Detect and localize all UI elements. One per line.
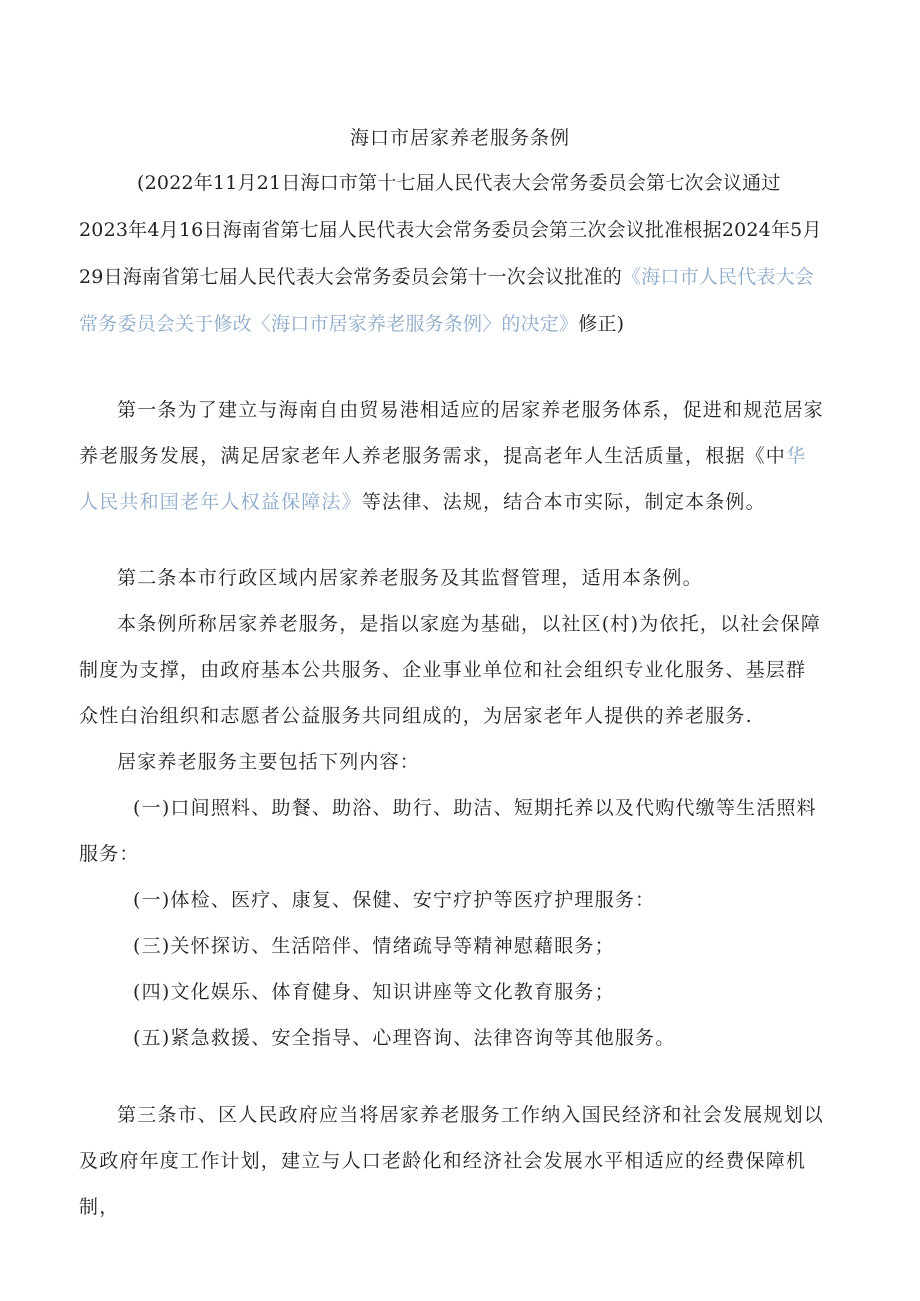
- list-item: (三)关怀探访、生活陪伴、情绪疏导等精神慰藉眼务；: [133, 935, 615, 957]
- article-2-content-intro: 居家养老服务主要包括下列内容：: [117, 751, 421, 773]
- article-2-definition: 本条例所称居家养老服务，是指以家庭为基础，以社区(村)为依托，以社会保障制度为支撑，由政府基本公共服务、企业事业单位和社会组织专业化服务、基层群众性白治组织和志愿者公益服务共同组成的，为居家老年人提供的养老服务.: [79, 613, 822, 727]
- list-item: (一)体检、医疗、康复、保健、安宁疗护等医疗护理服务：: [133, 889, 656, 911]
- document-subtitle: [79, 160, 824, 348]
- subtitle-text: (2022年11月21日海口市第十七届人民代表大会常务委员会第七次会议通过 2023年4月16日海南省第七届人民代表大会常务委员会第三次会议批准根据2024年5月29日海南省第七届人民代表大会常务委员会第十一次会议批准的: [79, 172, 822, 288]
- article-2: 第二条本市行政区域内居家养老服务及其监督管理，适用本条例。: [117, 567, 703, 589]
- list-item: (五)紧急救援、安全指导、心理咨询、法律咨询等其他服务。: [133, 1027, 676, 1049]
- elderly-rights-law-link[interactable]: 华人民共和国老年人权益保障法》: [79, 445, 807, 513]
- document-title: 海口市居家养老服务条例: [349, 127, 570, 149]
- article-1: [79, 387, 824, 525]
- list-item: (一)口间照料、助餐、助浴、助行、助洁、短期托养以及代购代缴等生活照料服务：: [79, 797, 817, 865]
- subtitle-closing: 修正): [578, 313, 625, 335]
- article-1-text: 第一条为了建立与海南自由贸易港相适应的居家养老服务体系，促进和规范居家养老服务发展，满足居家老年人养老服务需求，提高老年人生活质量，根据《中: [79, 399, 825, 467]
- article-1-closing: 等法律、法规，结合本市实际，制定本条例。: [361, 491, 766, 513]
- article-3: 第三条市、区人民政府应当将居家养老服务工作纳入国民经济和社会发展规划以及政府年度工作计划，建立与人口老龄化和经济社会发展水平相适应的经费保障机制，: [79, 1104, 825, 1218]
- list-item: (四)文化娱乐、体育健身、知识讲座等文化教育服务；: [133, 981, 615, 1003]
- amendment-decision-link[interactable]: 《海口市人民代表大会常务委员会关于修改〈海口市居家养老服务条例〉的决定》: [79, 266, 814, 335]
